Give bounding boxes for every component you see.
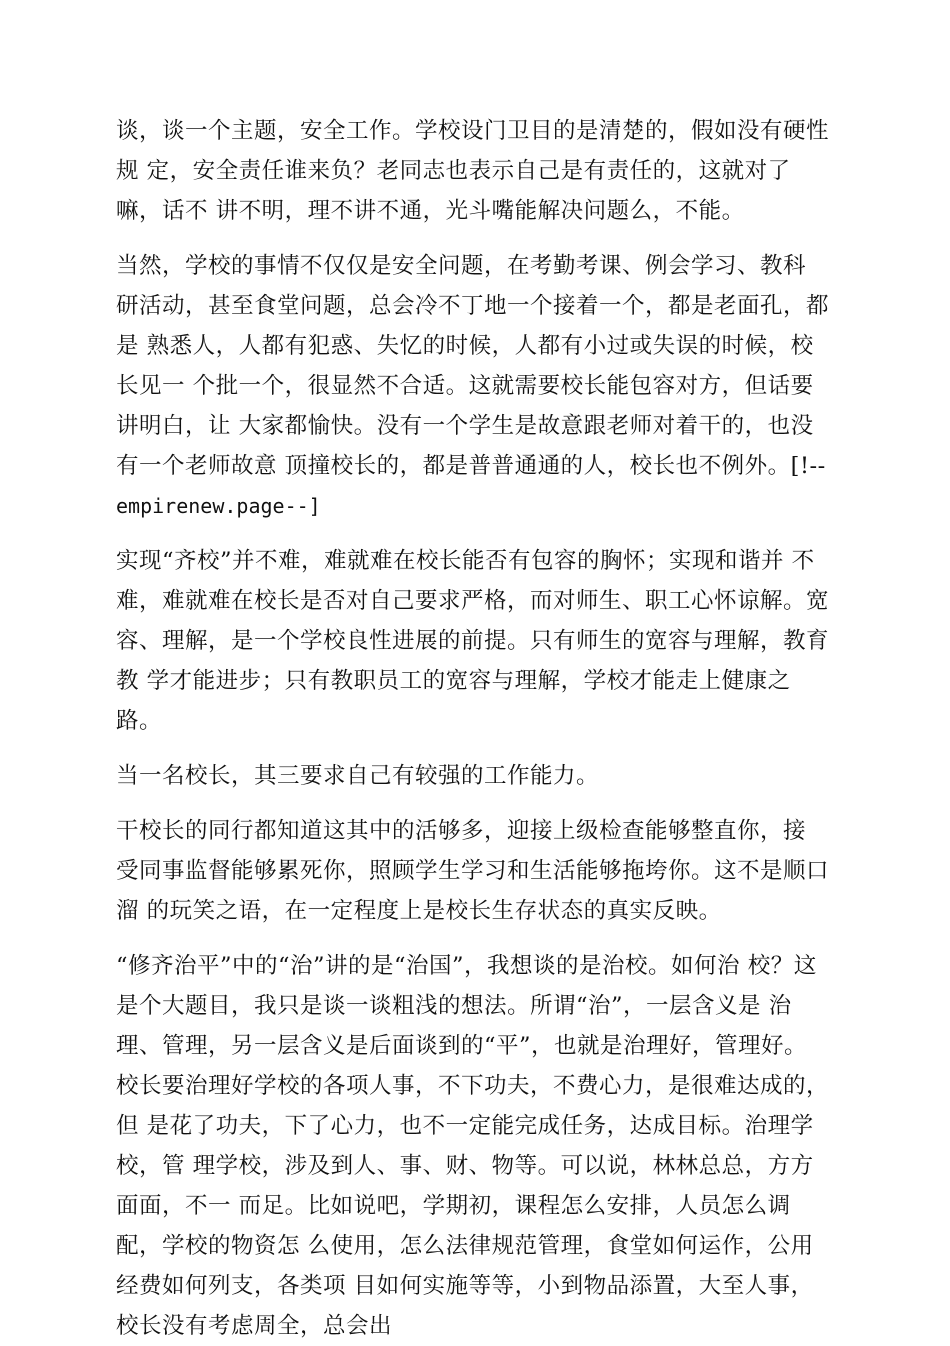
- text-line: 目如何实施等等，小到物品添置，大至人事，校长没有考虑周全，总会出: [116, 1273, 814, 1339]
- text-line: 治理、管理，另一层含义是后面谈到的“平”，也就是治理好，管理好。: [116, 993, 808, 1059]
- text-line: 而足。比如说吧，学期初，课程怎么安排，人员怎么调配，学校的物资怎: [116, 1193, 791, 1259]
- text-line: 个批一个，很显然不合适。这就需要校长能包容对方，但话要讲明白，让: [116, 373, 814, 439]
- text-line: 顶撞校长的，都是普普通通的人，校长也不例外。[!--: [284, 453, 826, 479]
- text-line: “修齐治平”中的“治”讲的是“治国”，我想谈的是治校。如何治: [116, 953, 741, 979]
- text-line: 不难，难就难在校长是否对自己要求严格，而对师生、职工心怀谅解。宽: [116, 548, 830, 614]
- text-line: 学才能进步；只有教职员工的宽容与理解，学校才能走上健康之路。: [116, 668, 791, 734]
- text-line: 研活动，甚至食堂问题，总会冷不丁地一个接着一个，都是老面孔，都是: [116, 293, 830, 359]
- text-line: 当一名校长，其三要求自己有较强的工作能力。: [116, 763, 600, 789]
- text-line: 干校长的同行都知道这其中的活够多，迎接上级检查能够整直你，接: [116, 818, 807, 844]
- text-line: 当然，学校的事情不仅仅是安全问题，在考勤考课、例会学习、教科: [116, 253, 807, 279]
- text-line: 谈，谈一个主题，安全工作。学校设门卫目的是清楚的，假如没有硬性规: [116, 118, 830, 184]
- text-line: 容、理解，是一个学校良性进展的前提。只有师生的宽容与理解，教育教: [116, 628, 830, 694]
- text-line: 熟悉人，人都有犯惑、失忆的时候，人都有小过或失误的时候，校长见一: [116, 333, 814, 399]
- text-line: 是花了功夫，下了心力，也不一定能完成任务，达成目标。治理学校，管: [116, 1113, 814, 1179]
- text-line: 大家都愉快。没有一个学生是故意跟老师对着干的，也没有一个老师故意: [116, 413, 814, 479]
- text-line: 校长要治理好学校的各项人事，不下功夫，不费心力，是很难达成的，但: [116, 1073, 830, 1139]
- text-line: 校？这是个大题目，我只是谈一谈粗浅的想法。所谓“治”，一层含义是: [116, 953, 817, 1019]
- text-line: 讲不明，理不讲不通，光斗嘴能解决问题么，不能。: [215, 198, 745, 224]
- document-body: [116, 111, 836, 1346]
- text-line: 理学校，涉及到人、事、财、物等。可以说，林林总总，方方面面，不一: [116, 1153, 814, 1219]
- paragraph-harmony: [116, 541, 836, 741]
- paragraph-governance: [116, 946, 836, 1346]
- text-line: 的玩笑之语，在一定程度上是校长生存状态的真实反映。: [146, 898, 722, 924]
- page-marker-line: empirenew.page--]: [116, 494, 321, 518]
- text-line: 定，安全责任谁来负？老同志也表示自己是有责任的，这就对了嘛，话不: [116, 158, 791, 224]
- paragraph-safety-continuation: [116, 111, 836, 231]
- paragraph-third-requirement: [116, 756, 836, 796]
- text-line: 么使用，怎么法律规范管理，食堂如何运作，公用经费如何列支，各类项: [116, 1233, 814, 1299]
- paragraph-tolerance: [116, 246, 836, 526]
- text-line: 受同事监督能够累死你，照顾学生学习和生活能够拖垮你。这不是顺口溜: [116, 858, 830, 924]
- text-line: 实现“齐校”并不难，难就难在校长能否有包容的胸怀；实现和谐并: [116, 548, 785, 574]
- paragraph-workload: [116, 811, 836, 931]
